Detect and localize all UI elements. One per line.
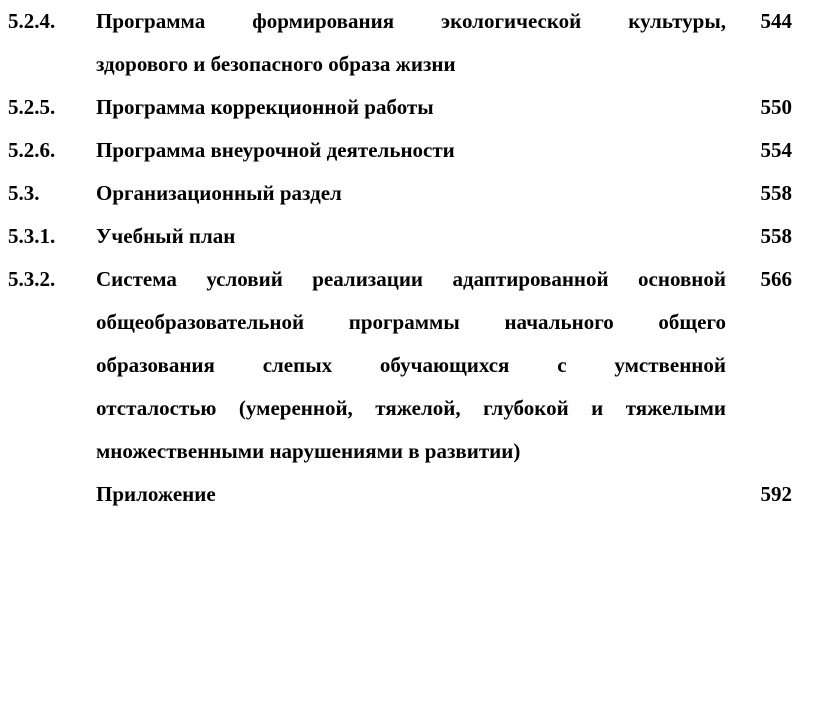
toc-entry-title — [96, 86, 726, 129]
toc-entry-5-2-5 — [0, 86, 816, 129]
toc-entry-title-line: здорового и безопасного образа жизни — [96, 52, 456, 76]
toc-entry-page: 558 — [760, 181, 792, 205]
toc-entry-page: 544 — [760, 9, 792, 33]
toc-entry-page: 592 — [760, 482, 792, 506]
toc-entry-title — [96, 0, 726, 86]
toc-entry-title-line: образования слепых обучающихся с умственной — [96, 353, 726, 377]
toc-entry-title — [96, 172, 726, 215]
toc-entry-page: 554 — [760, 138, 792, 162]
toc-entry-5-3-2 — [0, 258, 816, 473]
toc-entry-title-line: общеобразовательной программы начального общего — [96, 310, 726, 334]
toc-entry-number: 5.3.2. — [8, 267, 56, 291]
toc-entry-number: 5.3. — [8, 181, 40, 205]
toc-entry-5-2-6 — [0, 129, 816, 172]
toc-entry-title-line: Программа коррекционной работы — [96, 95, 434, 119]
toc-entry-page: 558 — [760, 224, 792, 248]
toc-entry-title-line: множественными нарушениями в развитии) — [96, 439, 521, 463]
toc-entry-number: 5.2.5. — [8, 95, 56, 119]
toc-entry-title — [96, 129, 726, 172]
toc-entry-page: 566 — [760, 267, 792, 291]
toc-entry-title-line: Программа формирования экологической культуры, — [96, 9, 726, 33]
toc-entry-5-3-1 — [0, 215, 816, 258]
toc-entry-appendix — [0, 473, 816, 516]
toc-entry-number: 5.3.1. — [8, 224, 56, 248]
toc-entry-title-line: отсталостью (умеренной, тяжелой, глубокой и тяжелыми — [96, 396, 726, 420]
toc-entry-page: 550 — [760, 95, 792, 119]
toc-entry-title-line: Учебный план — [96, 224, 236, 248]
toc-entry-title-line: Программа внеурочной деятельности — [96, 138, 455, 162]
toc-entry-5-2-4 — [0, 0, 816, 86]
toc-entry-title-line: Организационный раздел — [96, 181, 342, 205]
toc-entry-title — [96, 473, 726, 516]
toc-entry-number: 5.2.6. — [8, 138, 56, 162]
toc-entry-title-line: Приложение — [96, 482, 216, 506]
toc-entry-title-line: Система условий реализации адаптированной основной — [96, 267, 726, 291]
toc-entry-5-3 — [0, 172, 816, 215]
toc-entry-number: 5.2.4. — [8, 9, 56, 33]
toc-entry-title — [96, 258, 726, 473]
toc-entry-title — [96, 215, 726, 258]
